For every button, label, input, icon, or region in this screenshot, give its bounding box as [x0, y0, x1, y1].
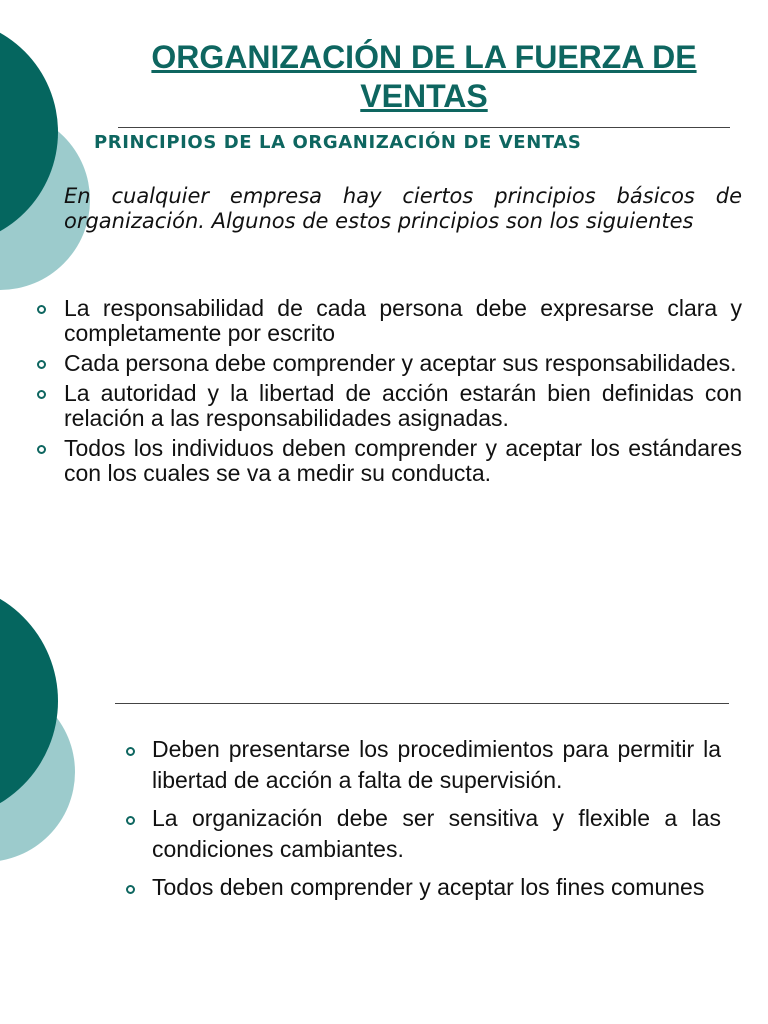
- top-divider: [115, 703, 729, 704]
- bullet-circle-icon: [126, 885, 135, 894]
- principles-list-continued: [152, 734, 721, 910]
- bullet-circle-icon: [37, 445, 46, 454]
- list-item: [64, 351, 742, 376]
- bullet-circle-icon: [126, 747, 135, 756]
- bullet-circle-icon: [37, 360, 46, 369]
- list-item-text: La responsabilidad de cada persona debe expresarse clara y completamente por escrito: [64, 295, 742, 346]
- list-item-text: Cada persona debe comprender y aceptar sus responsabilidades.: [64, 350, 737, 376]
- title-divider: [118, 127, 730, 128]
- list-item: [64, 381, 742, 431]
- list-item: [64, 296, 742, 346]
- list-item-text: Todos los individuos deben comprender y aceptar los estándares con los cuales se va a medir su conducta.: [64, 435, 742, 486]
- bullet-circle-icon: [37, 390, 46, 399]
- principles-list: [64, 296, 742, 491]
- list-item-text: La autoridad y la libertad de acción estarán bien definidas con relación a las responsabilidades asignadas.: [64, 380, 742, 431]
- list-item-text: Deben presentarse los procedimientos para permitir la libertad de acción a falta de supervisión.: [152, 736, 721, 793]
- slide-title: ORGANIZACIÓN DE LA FUERZA DE VENTAS: [151, 39, 697, 114]
- list-item: [152, 734, 721, 796]
- slide-2: [0, 512, 768, 1024]
- list-item-text: La organización debe ser sensitiva y flexible a las condiciones cambiantes.: [152, 805, 721, 862]
- list-item: [152, 803, 721, 865]
- slide-subtitle: PRINCIPIOS DE LA ORGANIZACIÓN DE VENTAS: [94, 132, 582, 153]
- list-item: [64, 436, 742, 486]
- list-item-text: Todos deben comprender y aceptar los fines comunes: [152, 874, 705, 900]
- bullet-circle-icon: [37, 305, 46, 314]
- list-item: [152, 872, 721, 903]
- intro-paragraph: En cualquier empresa hay ciertos principios básicos de organización. Algunos de estos principios son los siguientes: [64, 184, 742, 233]
- bullet-circle-icon: [126, 816, 135, 825]
